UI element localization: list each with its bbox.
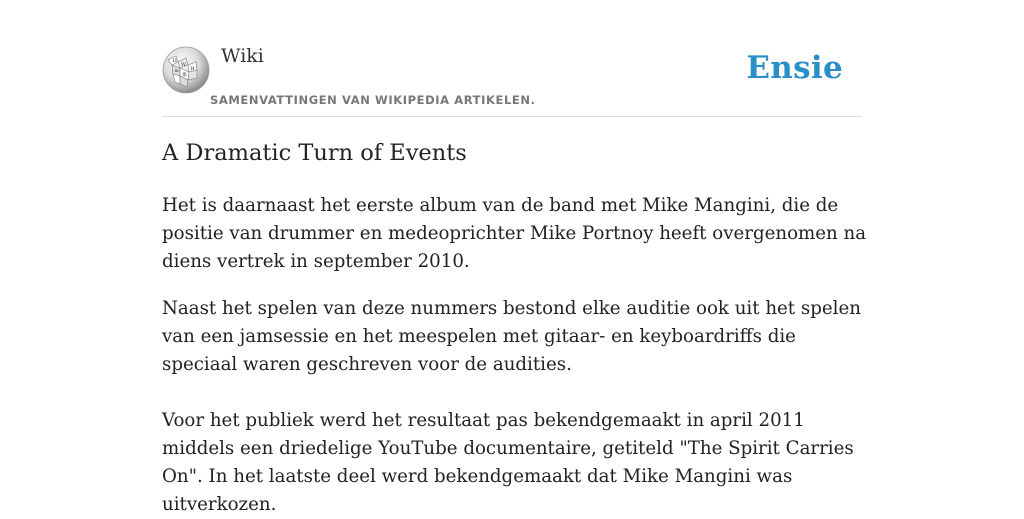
svg-text:維: 維: [182, 73, 187, 78]
site-name-link[interactable]: Wiki: [221, 45, 264, 67]
site-tagline: SAMENVATTINGEN VAN WIKIPEDIA ARTIKELEN.: [210, 93, 536, 107]
svg-text:ш: ш: [174, 69, 179, 74]
site-header: [162, 0, 862, 117]
article-paragraph: Voor het publiek werd het resultaat pas bekendgemaakt in april 2011 middels een driedelige YouTube documentaire, getiteld "The Spirit Carries On". In het laatste deel werd bekendgemaakt dat Mike Mangini was uitverkozen.: [162, 410, 854, 515]
svg-text:W: W: [181, 62, 187, 68]
page-title: A Dramatic Turn of Events: [162, 140, 467, 166]
brand-logo-link[interactable]: Ensie: [746, 50, 843, 86]
article-paragraph: Het is daarnaast het eerste album van de band met Mike Mangini, die de positie van drummer en medeoprichter Mike Portnoy heeft overgenomen na diens vertrek in september 2010.: [162, 195, 867, 272]
svg-text:Ω: Ω: [172, 58, 177, 64]
page-container: [162, 0, 867, 515]
article-paragraph: Naast het spelen van deze nummers bestond elke auditie ook uit het spelen van een jamsessie en het meespelen met gitaar- en keyboardriffs die speciaal waren geschreven voor de audities.: [162, 298, 861, 375]
wikipedia-globe-icon[interactable]: [162, 46, 210, 94]
svg-text:И: И: [190, 67, 195, 72]
